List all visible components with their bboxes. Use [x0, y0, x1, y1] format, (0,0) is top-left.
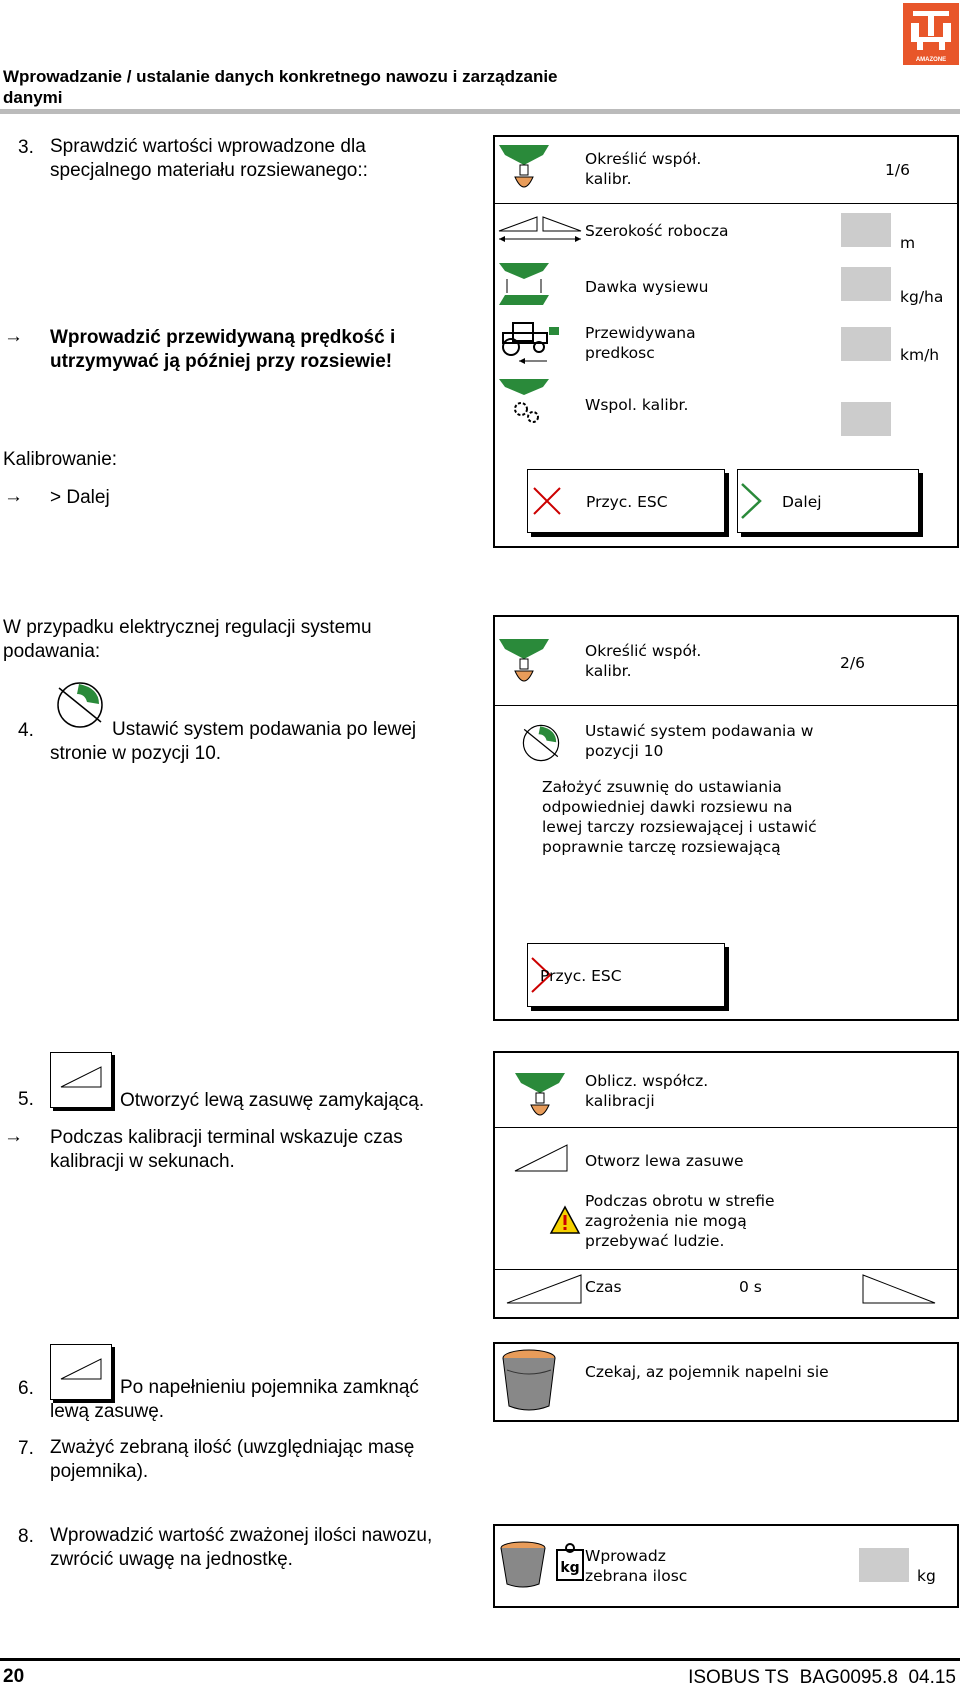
spreader-calibration-icon	[499, 139, 555, 199]
gate-open-icon	[51, 1053, 111, 1107]
screen2-page: 2/6	[840, 654, 865, 672]
arrow-icon: →	[4, 486, 23, 507]
bucket-icon	[497, 1540, 549, 1590]
value-field[interactable]	[841, 213, 891, 247]
page-header-title: Wprowadzanie / ustalanie danych konkretnego nawozu i zarządzanie danymi	[3, 67, 558, 107]
step-8-text: Wprowadzić wartość zważonej ilości nawozu, zwrócić uwagę na jednostkę.	[50, 1525, 433, 1570]
footer-rule	[0, 1658, 960, 1661]
application-rate-icon	[499, 257, 555, 307]
screen3-time-label: Czas	[585, 1278, 622, 1296]
amazone-logo	[903, 3, 959, 65]
row-label: Przewidywana predkosc	[585, 324, 696, 362]
next-button[interactable]	[737, 469, 919, 533]
screen4-message: Czekaj, az pojemnik napelni sie	[585, 1363, 829, 1381]
bucket-icon	[499, 1348, 559, 1412]
arrow-icon: →	[4, 1126, 23, 1147]
arrow-speed-text: Wprowadzić przewidywaną prędkość i utrzymywać ją później przy rozsiewie!	[50, 327, 396, 372]
header-rule	[0, 109, 960, 114]
row-label: Wspol. kalibr.	[585, 396, 689, 414]
chevron-right-icon	[740, 482, 764, 520]
svg-text:kg: kg	[560, 1560, 580, 1576]
electric-intro-text: W przypadku elektrycznej regulacji systemu podawania:	[3, 617, 372, 662]
row-unit: km/h	[900, 346, 940, 364]
screen3-warning: Podczas obrotu w strefie zagrożenia nie mogą przebywać ludzie.	[585, 1192, 775, 1250]
esc-button[interactable]	[527, 943, 725, 1007]
step-4-number: 4.	[18, 720, 34, 741]
screen3-title: Oblicz. współcz. kalibracji	[585, 1072, 709, 1110]
step-6-text: Po napełnieniu pojemnika zamknąć lewą zasuwę.	[50, 1377, 419, 1422]
logo-text: AMAZONE	[915, 57, 947, 63]
divider	[495, 1269, 957, 1270]
value-field[interactable]	[841, 402, 891, 436]
doc-reference: ISOBUS TS BAG0095.8 04.15	[688, 1667, 956, 1688]
step-7-number: 7.	[18, 1438, 34, 1459]
step-4-text: Ustawić system podawania po lewej stronie w pozycji 10.	[50, 719, 417, 764]
row-label: Szerokość robocza	[585, 222, 729, 240]
step-3-text: Sprawdzić wartości wprowadzone dla specjalnego materiału rozsiewanego::	[50, 136, 368, 181]
screen5-label: Wprowadz zebrana ilosc	[585, 1547, 688, 1585]
arrow-time-text: Podczas kalibracji terminal wskazuje czas kalibracji w sekunach.	[50, 1127, 403, 1172]
spreader-calibration-icon	[499, 633, 555, 693]
calibration-gear-icon	[499, 375, 555, 425]
working-width-icon	[497, 213, 587, 243]
step-5-number: 5.	[18, 1089, 34, 1110]
value-field[interactable]	[841, 327, 891, 361]
screen1-title: Określić współ. kalibr.	[585, 150, 702, 188]
value-field[interactable]	[841, 267, 891, 301]
screen2-message-1: Ustawić system podawania w pozycji 10	[585, 722, 814, 760]
row-unit: kg/ha	[900, 288, 944, 306]
gate-close-icon	[859, 1271, 939, 1305]
divider	[495, 203, 957, 204]
step-8-number: 8.	[18, 1526, 34, 1547]
weight-kg-icon	[553, 1542, 587, 1582]
divider	[495, 1127, 957, 1128]
dosing-system-icon	[521, 723, 561, 763]
screen3-open-gate: Otworz lewa zasuwe	[585, 1152, 744, 1170]
gate-open-icon	[505, 1271, 585, 1305]
terminal-screen-3	[493, 1051, 959, 1319]
step-5-text: Otworzyć lewą zasuwę zamykającą.	[120, 1090, 425, 1111]
next-button-label: Dalej	[782, 493, 822, 511]
open-gate-key	[50, 1052, 112, 1108]
kalibrowanie-label: Kalibrowanie:	[3, 449, 118, 470]
step-7-text: Zważyć zebraną ilość (uwzględniając masę pojemnika).	[50, 1437, 415, 1482]
page-number: 20	[3, 1666, 25, 1687]
divider	[495, 705, 957, 706]
step-6-number: 6.	[18, 1378, 34, 1399]
screen2-message-2: Założyć zsuwnię do ustawiania odpowiedniej dawki rozsiewu na lewej tarczy rozsiewającej i ustawić poprawnie tarczę rozsiewającą	[542, 778, 817, 856]
terminal-screen-5	[493, 1524, 959, 1608]
screen5-unit: kg	[917, 1567, 936, 1585]
esc-button-label: Przyc. ESC	[540, 967, 622, 985]
screen3-time-value: 0 s	[739, 1278, 762, 1296]
arrow-dalej-text: > Dalej	[50, 487, 110, 508]
logo-icon	[903, 3, 959, 65]
screen2-title: Określić współ. kalibr.	[585, 642, 702, 680]
esc-button[interactable]	[527, 469, 725, 533]
gate-open-icon	[511, 1141, 571, 1175]
terminal-screen-4	[493, 1342, 959, 1422]
warning-icon	[549, 1205, 581, 1235]
terminal-screen-2	[493, 615, 959, 1021]
screen1-page: 1/6	[885, 161, 910, 179]
arrow-icon: →	[4, 326, 23, 347]
weight-input[interactable]	[859, 1548, 909, 1582]
tractor-speed-icon	[497, 315, 561, 365]
row-unit: m	[900, 234, 916, 252]
esc-button-label: Przyc. ESC	[586, 493, 668, 511]
step-3-number: 3.	[18, 137, 34, 158]
terminal-screen-1	[493, 135, 959, 548]
close-icon	[532, 486, 562, 516]
spreader-calibration-icon	[515, 1067, 571, 1127]
row-label: Dawka wysiewu	[585, 278, 709, 296]
